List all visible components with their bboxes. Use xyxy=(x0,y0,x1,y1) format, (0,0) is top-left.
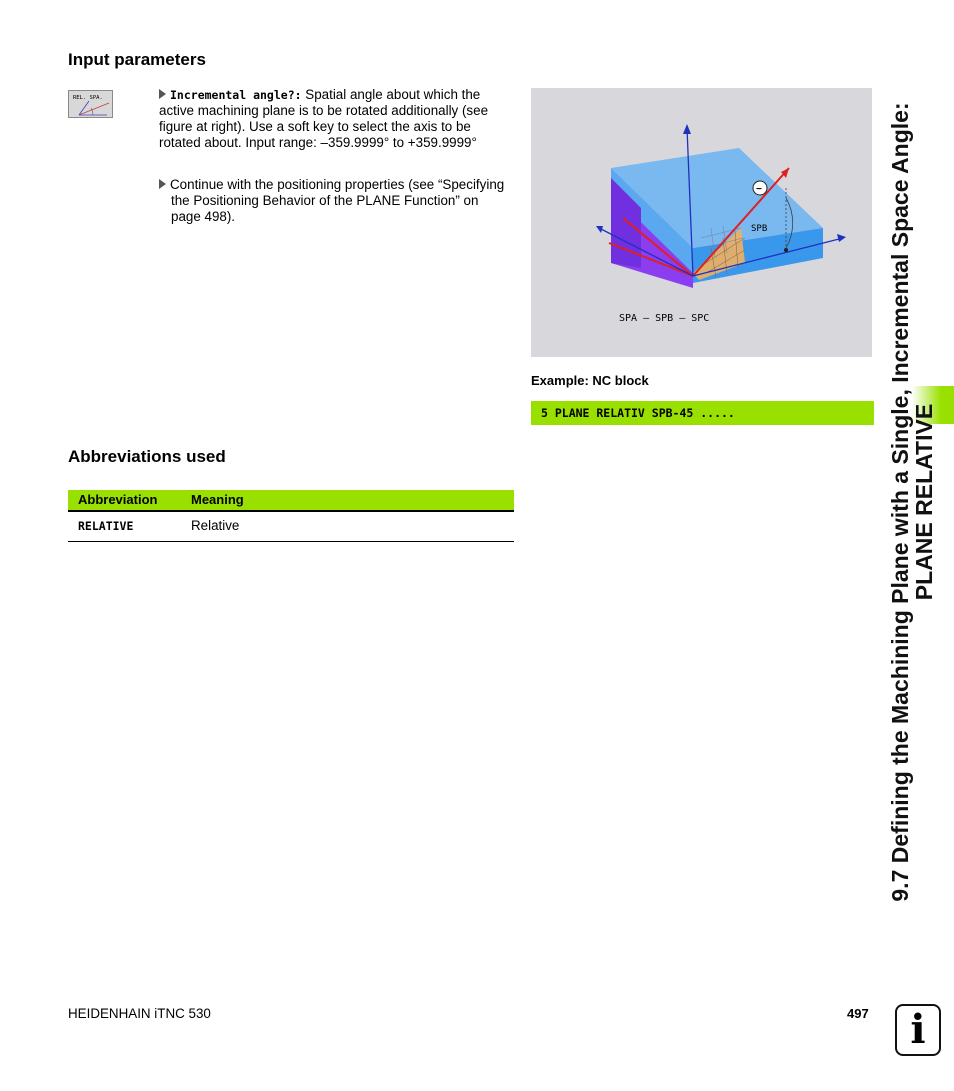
abbrev-col-header: Abbreviation xyxy=(78,492,158,507)
example-code: 5 PLANE RELATIV SPB-45 ..... xyxy=(541,406,735,420)
figure-bottom-label: SPA – SPB – SPC xyxy=(619,313,710,324)
spb-label: SPB xyxy=(751,224,768,234)
side-title-line2: PLANE RELATIVE xyxy=(911,403,937,601)
footer-product: HEIDENHAIN iTNC 530 xyxy=(68,1006,211,1021)
softkey-label: REL. SPA. xyxy=(73,95,103,101)
abbrev-cell: RELATIVE xyxy=(78,519,134,533)
abbrev-table-header xyxy=(68,490,514,510)
rotation-sign: − xyxy=(756,184,762,195)
table-row xyxy=(68,513,514,541)
plane-relative-figure xyxy=(531,88,872,357)
section-heading-abbreviations: Abbreviations used xyxy=(68,447,226,466)
side-title-line1: 9.7 Defining the Machining Plane with a Single, Incremental Space Angle: xyxy=(887,102,913,902)
bullet-arrow-icon xyxy=(159,89,166,99)
page-number: 497 xyxy=(847,1006,869,1021)
rel-spa-softkey-icon xyxy=(68,90,113,118)
example-caption: Example: NC block xyxy=(531,373,649,388)
table-bottom-rule xyxy=(68,541,514,542)
example-code-bar xyxy=(531,401,874,425)
bullet-positioning xyxy=(159,177,511,225)
param-code: Incremental angle?: xyxy=(170,88,302,102)
meaning-cell: Relative xyxy=(191,518,240,533)
param-description: Spatial angle about which the active machining plane is to be rotated additionally (see figure at right). Use a soft key to select the axis to be rotated about. Input range: –359.9999° to +359.9999° xyxy=(159,87,489,150)
bullet-arrow-icon xyxy=(159,179,166,189)
table-header-rule xyxy=(68,510,514,512)
info-glyph: i xyxy=(910,1006,926,1053)
info-icon xyxy=(895,1004,941,1056)
bullet-positioning-text: Continue with the positioning properties (see “Specifying the Positioning Behavior of the PLANE Function” on page 498). xyxy=(170,177,505,224)
bullet-incremental-angle xyxy=(159,87,511,151)
meaning-col-header: Meaning xyxy=(191,492,244,507)
chapter-side-title xyxy=(888,42,948,962)
section-heading-input-parameters: Input parameters xyxy=(68,50,206,69)
